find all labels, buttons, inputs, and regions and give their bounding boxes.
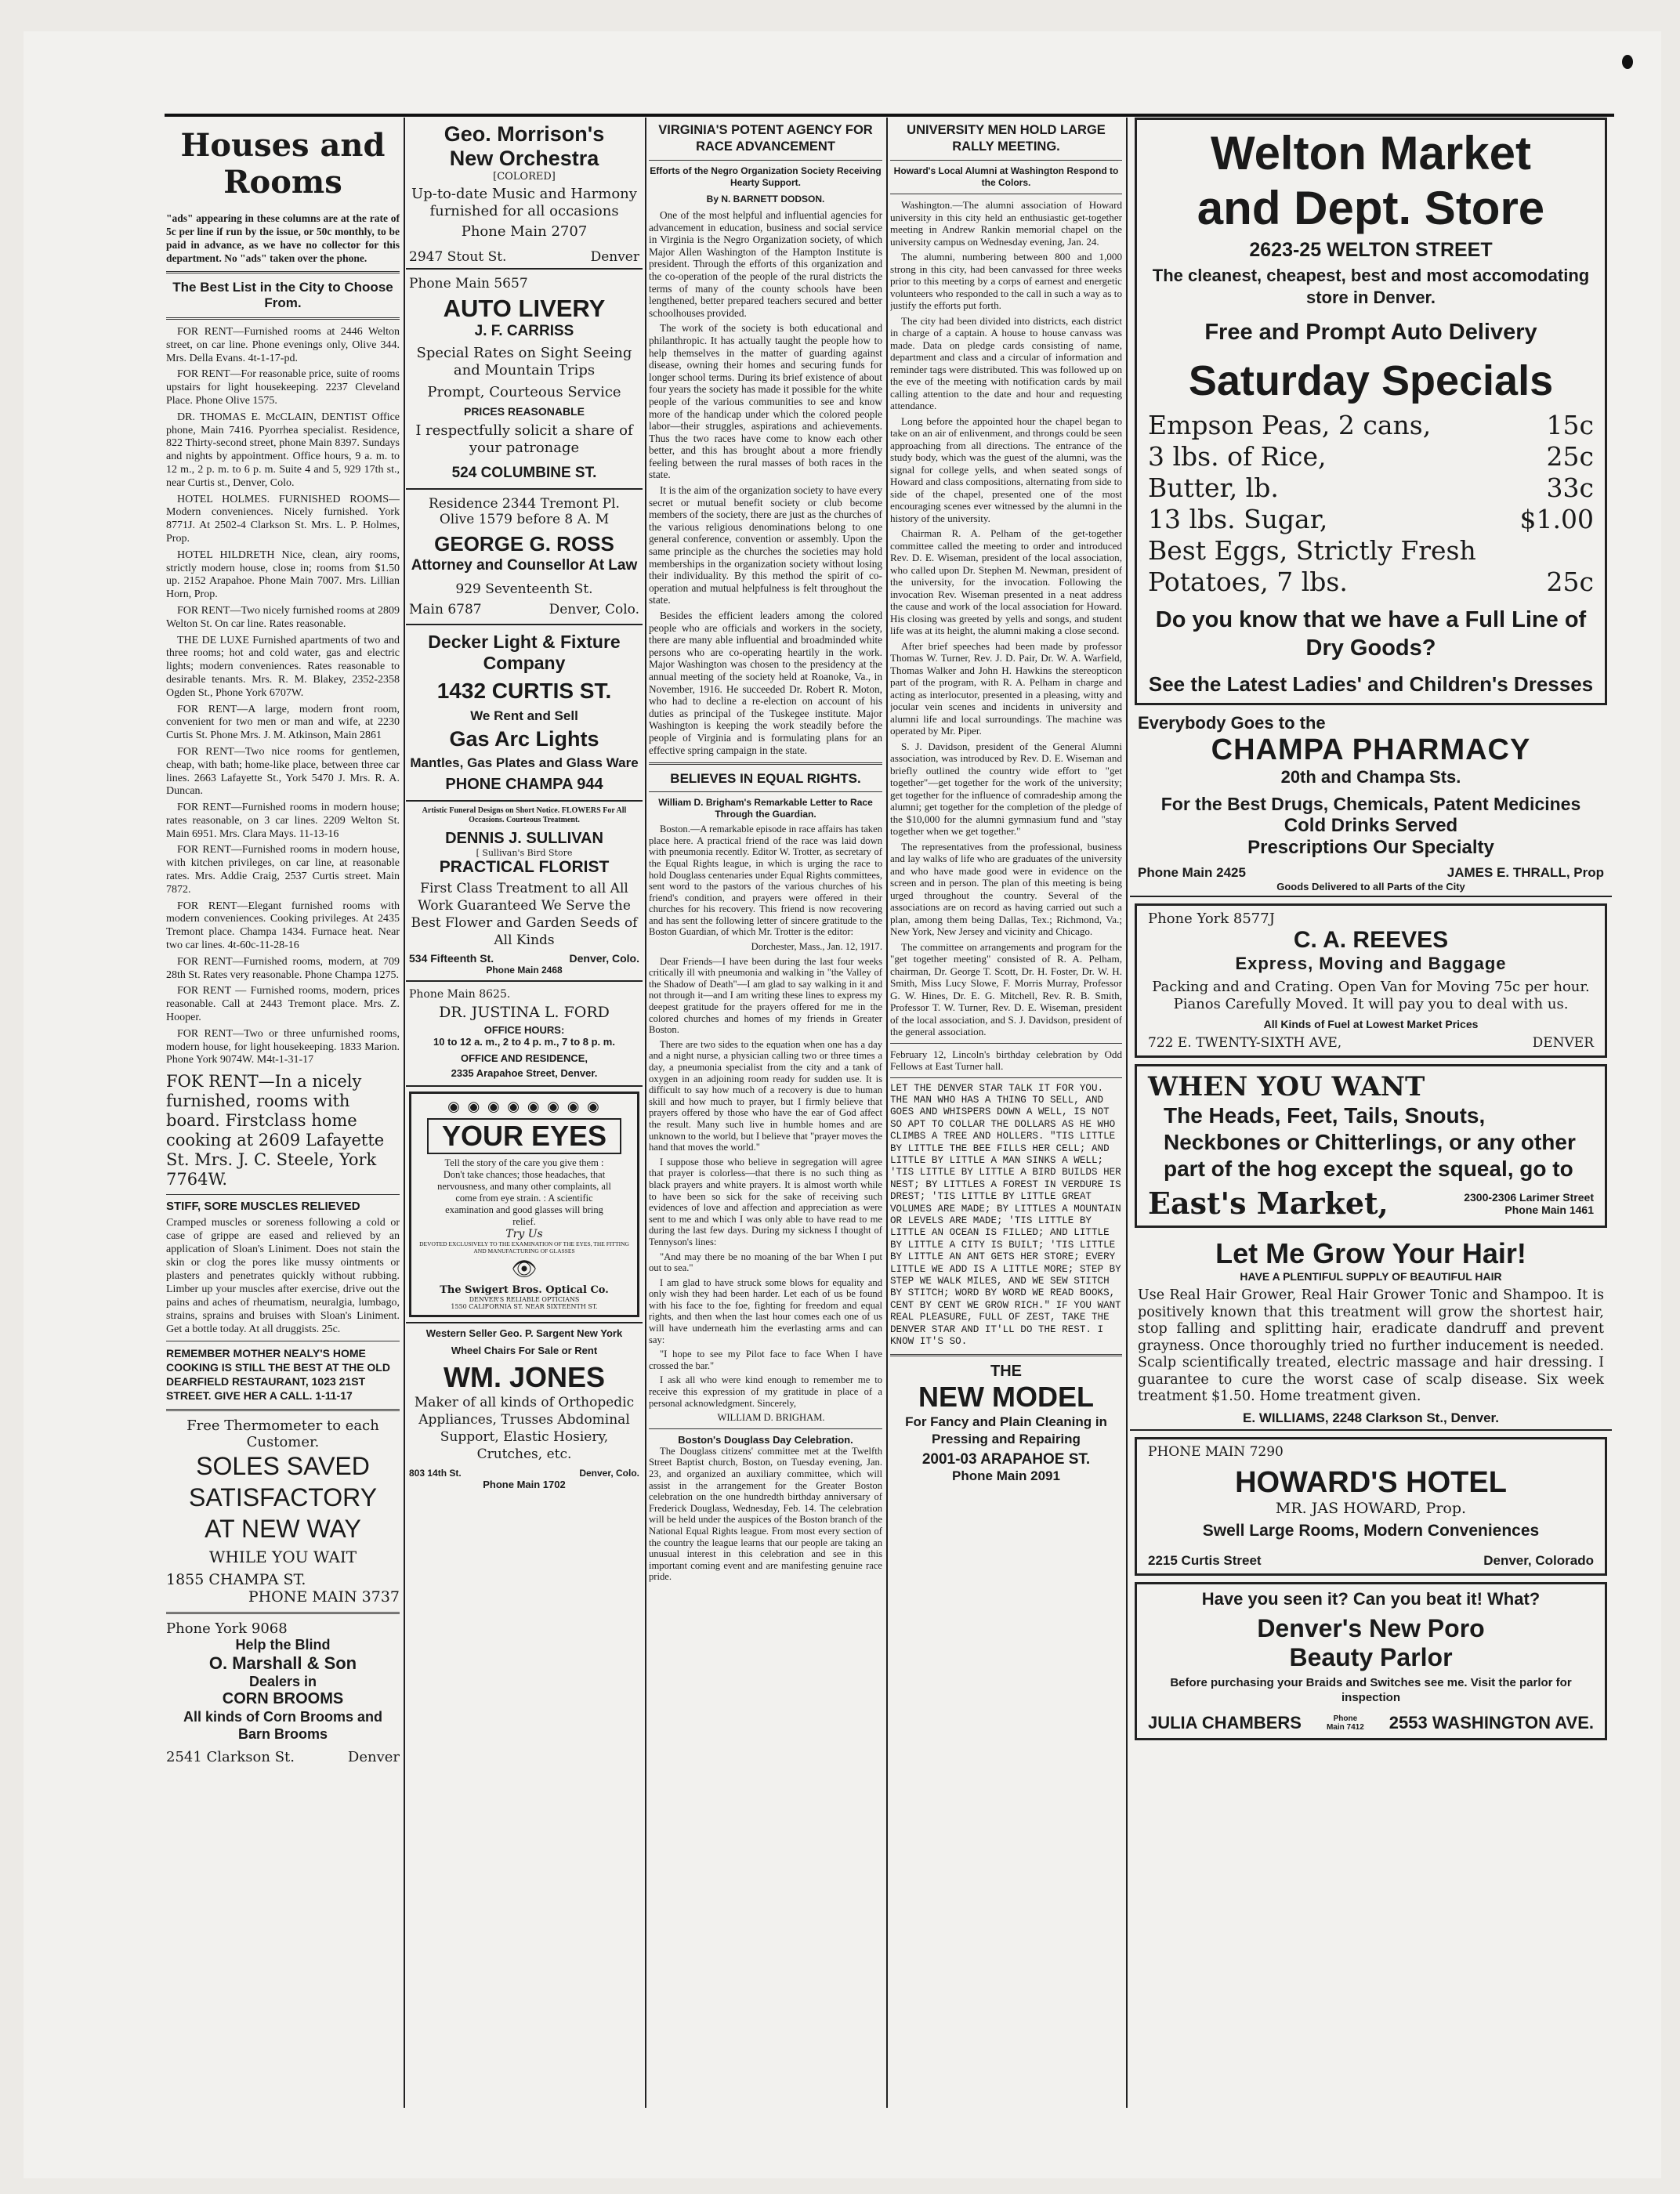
column-articles-1 [649,118,882,2108]
article-paragraph: The alumni, numbering between 800 and 1,000 strong in this city, had been canvassed for three weeks prior to this meeting by a corps of earnest and energetic volunteers who responded to the call in such a way as to justify the efforts put forth. [890,251,1122,311]
east-addr: 2300-2306 Larimer Street [1464,1190,1594,1204]
ford-addr: 2335 Arapahoe Street, Denver. [451,1067,598,1079]
special-item-name: 3 lbs. of Rice, [1148,441,1327,472]
column-ads-right [1130,118,1612,2108]
classified-item: FOR RENT—Furnished rooms, modern, at 709 28th St. Rates very reasonable. Phone Champa 1275. [166,955,400,981]
eyes-body: Tell the story of the care you give them : Don't take chances; those headaches, that nervousness, and many other complaints, all come from eye strain. : A scientific examination and good glasses will bring relief. [437,1157,611,1227]
column-articles-2 [890,118,1122,2108]
article-paragraph: After brief speeches had been made by professor Thomas W. Turner, Rev. J. D. Pair, Dr. W. A. Warfield, Thomas Walker and John H. Hawkins the stereopticon part of the program, with R. A. Pelham in charge and acting as interlocutor, presented in a pleasing, witty and jocular vein scenes and incidents in university and alumni life and local surroundings. The machine was operated by Mr. Piper. [890,639,1122,737]
article-paragraph: One of the most helpful and influential agencies for advancement in education, business and social service in Virginia is the Negro Organization society, of which Major Allen Washington of the Hampton Institute is president. Through the efforts of this organization and the co-operation of the people of the rural districts the terms of many of the county schools have been lengthened, better prepared teachers secured and better schoolhouses provided. [649,209,882,319]
marshall-addr: 2541 Clarkson St. [166,1749,295,1766]
howard-rooms: Swell Large Rooms, Modern Conveniences [1202,1521,1540,1540]
university-headline: UNIVERSITY MEN HOLD LARGE RALLY MEETING. [907,123,1106,154]
east-body: The Heads, Feet, Tails, Snouts, Neckbones or Chitterlings, or any other part of the hog except the squeal, go to [1164,1103,1576,1181]
houses-title: Houses and Rooms [180,127,386,201]
ross-name: GEORGE G. ROSS [434,532,614,556]
special-item-price: 33c [1546,472,1594,503]
jones-seller: Western Seller Geo. P. Sargent New York [425,1327,623,1339]
ross-phone: Main 6787 [409,602,482,617]
morrison-line1: Up-to-date Music and Harmony furnished for all occasions [411,186,637,219]
article-paragraph: Dear Friends—I have been during the last four weeks critically ill with pneumonia and walking in "the Valley of the Shadow of Death"—I am glad to say walking in it and not through it—and I am writing these lines to express my deepest gratitude for the prayers offered for me in the colored churches and homes of my friends in Greater Boston. [649,955,882,1036]
classified-item: FOR RENT—For reasonable price, suite of rooms upstairs for light housekeeping. 2237 Cleveland Place. Phone Olive 1575. [166,368,400,407]
special-item [1148,472,1594,504]
morrison-orch: New Orchestra [449,147,599,170]
livery-prices: PRICES REASONABLE [463,405,585,418]
reeves-body: Packing and and Crating. Open Van for Moving 75c per hour. Pianos Carefully Moved. It will pay you to deal with us. [1152,979,1590,1012]
jones-name: WM. JONES [443,1361,605,1393]
article-paragraph: There are two sides to the equation when one has a day and a night nurse, a physician calling two or three times a day, a pneumonia specialist from the city and a tank of oxygen in an adjoining room ready for sudden use. It is difficult to say how much of a recovery is due to human skill and how much to prayer, but I firmly believe that prayers offered by those who have the ear of God affect the result. Many such live in humble homes and are unknown to the world, but I believe that "prayer moves the hand that moves the world." [649,1038,882,1153]
marshall-phone: Phone York 9068 [166,1620,288,1638]
decker-phone: PHONE CHAMPA 944 [445,776,603,793]
champa-phone: Phone Main 2425 [1138,865,1246,880]
marshall-help: Help the Blind [235,1637,331,1653]
equal-rights-body [649,824,882,1424]
jones-phone: Phone Main 1702 [483,1479,566,1490]
virginia-body [649,209,882,756]
marshall-dealers: Dealers in [248,1674,317,1690]
ross-title: Attorney and Counsellor At Law [411,557,638,574]
top-rule [165,114,1614,117]
divider [166,271,400,273]
eyes-border-top: ◉ ◉ ◉ ◉ ◉ ◉ ◉ ◉ [447,1099,601,1115]
poro-title2: Beauty Parlor [1289,1642,1453,1671]
virginia-headline: VIRGINIA'S POTENT AGENCY FOR RACE ADVANCEMENT [658,123,873,154]
divider [890,1077,1122,1078]
classified-item: FOR RENT—Elegant furnished rooms with modern conveniences. Cooking privileges. At 2435 Tremont place. Champa 1434. Furnace heat. Near two car lines. 4t-60c-11-28-16 [166,900,400,952]
east-phone: Phone Main 1461 [1504,1203,1594,1216]
column-ads-left [406,118,643,2100]
stiff-body: Cramped muscles or soreness following a cold or case of grippe are eased and relieved by an application of Sloan's Liniment. Does not stain the skin or clog the pores like mussy ointments or plasters and penetrates quickly without rubbing. Limber up your muscles after exercise, drive out the pains and aches of rheumatism, neuralgia, lumbago, strains, sprains and bruises with Sloan's Liniment. Get a bottle today. At all druggists. 25c. [166,1217,400,1336]
newmodel-the: THE [990,1363,1022,1381]
morrison-ad [406,118,643,270]
hair-sub: HAVE A PLENTIFUL SUPPLY OF BEAUTIFUL HAIR [1240,1270,1502,1283]
special-item [1148,504,1594,535]
ford-phone: Phone Main 8625. [409,988,511,1001]
decker-gas: Gas Arc Lights [449,727,599,751]
morrison-name: Geo. Morrison's [444,122,605,146]
ford-ad [406,982,643,1087]
ford-hours: 10 to 12 a. m., 2 to 4 p. m., 7 to 8 p. m. [433,1036,615,1048]
welton-items [1148,410,1594,598]
soles-line1: Free Thermometer to each Customer. [186,1417,379,1451]
eyes-name: The Swigert Bros. Optical Co. [440,1284,609,1296]
morrison-colored: [COLORED] [493,171,556,183]
divider [649,160,882,161]
nealy-ad: REMEMBER MOTHER NEALY'S HOME COOKING IS STILL THE BEST AT THE OLD DEARFIELD RESTAURANT, 1023 21ST STREET. GIVE HER A CALL. 1-11-17 [166,1347,390,1403]
welton-dry: Do you know that we have a Full Line of Dry Goods? [1155,607,1587,661]
ford-office: OFFICE HOURS: [483,1024,565,1036]
divider [890,1354,1122,1356]
article-paragraph: WILLIAM D. BRIGHAM. [717,1412,825,1424]
article-paragraph: Dorchester, Mass., Jan. 12, 1917. [751,941,882,953]
welton-title1: Welton Market [1211,127,1531,179]
champa-best: For the Best Drugs, Chemicals, Patent Medicines [1160,794,1581,814]
special-item-name: Empson Peas, 2 cans, [1148,410,1432,440]
poro-ad [1135,1582,1607,1740]
special-item-price: 25c [1546,441,1594,472]
champa-rx: Prescriptions Our Specialty [1247,837,1494,858]
ford-res: OFFICE AND RESIDENCE, [460,1052,588,1064]
ross-olive: Olive 1579 before 8 A. M [439,512,610,527]
livery-title: AUTO LIVERY [443,295,606,322]
marshall-name: O. Marshall & Son [208,1653,357,1674]
star-poem: LET THE DENVER STAR TALK IT FOR YOU. THE MAN WHO HAS A THING TO SELL, AND GOES AND WHISPERS DOWN A WELL, IS NOT SO APT TO COLLAR THE DOLLARS AS HE WHO CLIMBS A TREE AND HOLLERS. "TIS LITTLE BY LITTLE THE BEE FILLS HER CELL; AND LITTLE BY LITTLE A MAN SINKS A WELL; 'TIS LITTLE BY LITTLE A BIRD BUILDS HER NEST; BY LITTLES A FOREST IN VERDURE IS DREST; 'TIS LITTLE BY LITTLE GREAT VOLUMES ARE MADE; BY LITTLES A MOUNTAIN OR LEVELS ARE MADE; 'TIS LITTLE BY LITTLE AN OCEAN IS FILLED; AND LITTLE BY LITTLE A CITY IS BUILT; 'TIS LITTLE BY LITTLE AN ANT GETS HER STORE; EVERY LITTLE WE ADD IS A LITTLE MORE; STEP BY STEP WE WALK MILES, AND WE SEW STITCH BY STITCH; WORD BY WORD WE READ BOOKS, CENT BY CENT WE GROW RICH." IF YOU WANT REAL PLEASURE, FULL OF ZEST, TAKE THE DENVER STAR AND IT'LL DO THE REST. I KNOW IT'S SO. [890,1082,1121,1348]
eyes-try: Try Us [505,1228,543,1240]
divider [166,1409,400,1411]
divider [890,160,1122,161]
equal-rights-headline: BELIEVES IN EQUAL RIGHTS. [670,771,861,787]
column-houses [166,118,400,2100]
classified-item: FOR RENT—Two nicely furnished rooms at 2809 Welton St. On car line. Rates reasonable. [166,604,400,630]
newmodel-addr: 2001-03 ARAPAHOE ST. [921,1451,1091,1468]
livery-ad [406,270,643,490]
special-item-name: Butter, lb. [1148,472,1279,503]
fok-rent: FOK RENT—In a nicely furnished, rooms with board. Firstclass home cooking at 2609 Lafayette St. Mrs. J. C. Steele, York 7764W. [166,1072,385,1189]
welton-ad [1135,118,1607,705]
poro-addr: 2553 WASHINGTON AVE. [1389,1712,1594,1732]
morrison-addr: 2947 Stout St. [409,249,507,265]
hair-body: Use Real Hair Grower, Real Hair Grower Tonic and Shampoo. It is positively known that this treatment will grow the shortest hair, stop falling and splitting hair, eradicate dandruff and prevent grayness. Once thoroughly tried no further inducement is needed. Scalp scientifically treated, electric massage and hair dressing. I guarantee to cure the worst case of scalp disease. Six week treatment $1.50. Home treatment given. [1138,1287,1604,1404]
divider [649,791,882,792]
champa-goods: Goods Delivered to all Parts of the City [1276,881,1465,892]
classified-item: DR. THOMAS E. McCLAIN, DENTIST Office phone, Main 7416. Pyorrhea specialist. Residence, 822 Thirty-second street, phone Main 8397. Sundays and nights by appointment. Office hours, 9 a. m. to 12 m., 2 p. m. to 6 p. m. Suite 4 and 5, 929 17th st., near Curtis st., Denver, Colo. [166,411,400,489]
article-paragraph: Boston.—A remarkable episode in race affairs has taken place here. A practical friend of the race was laid down with pneumonia recently. Editor W. Trotter, as secretary of the Equal Rights league, in which is urging the race to hold Douglass centenaries under Equal Rights committees, sent word to the pastors of the various churches of his friend's condition, and prayers were offered in their churches for his recovery. This friend is now recovering and has sent the following letter of sincere gratitude to the Boston Guardian, of which Mr. Trotter is the editor: [649,824,882,938]
article-paragraph: "And may there be no moaning of the bar When I put out to sea." [649,1251,882,1274]
divider [649,1428,882,1429]
sullivan-top: Artistic Funeral Designs on Short Notice. FLOWERS For All Occasions. Courteous Treatment. [422,806,627,824]
howard-prop: MR. JAS HOWARD, Prop. [1275,1499,1467,1517]
special-item-price: $1.00 [1519,504,1594,534]
classified-item: FOR RENT—Furnished rooms in modern house, with kitchen privileges, on car line, at reasonable rates. Mrs. Addie Craig, 2537 Curtis street. Main 7872. [166,844,400,896]
classified-item: FOR RENT—Two or three unfurnished rooms, modern house, for light housekeeping. 1833 Marion. Phone York 9074W. M4t-1-31-17 [166,1027,400,1066]
article-paragraph: Long before the appointed hour the chapel began to take on an air of enlivenment, and throngs could be seen approaching from all directions. The entrance of the study body, which was the guest of the alumni, was the signal for college yells, and when seated songs of Howard and class compositions, alternating from side to side of the chapel, presented one of the most encouraging scenes ever witnessed by the alumni in the history of the university. [890,415,1122,524]
article-paragraph: The city had been divided into districts, each district in charge of a captain. A house to house canvass was made. Data on pledge cards consisting of name, department and class and a circular of information and reminder tags were distributed. This was followed up on the eve of the meeting with notification cards by mail calling attention to the date and hour and requesting attendance. [890,314,1122,411]
welton-title2: and Dept. Store [1197,182,1545,234]
east-ad [1135,1064,1607,1228]
howard-ad [1135,1437,1607,1576]
jones-body: Maker of all kinds of Orthopedic Appliances, Trusses Abdominal Support, Elastic Hosiery, Crutches, etc. [414,1395,635,1462]
poro-body: Before purchasing your Braids and Switches see me. Visit the parlor for inspection [1170,1675,1572,1704]
howard-addr: 2215 Curtis Street [1148,1552,1262,1568]
article-paragraph: I suppose those who believe in segregation will agree that prayer is colorless—that there is no such thing as black prayers and white prayers. It is almost worth while to have been so sick for the sake of receiving such evidences of love and affection and appreciation as were sent to me and which I was only able to have read to me during the last few days. During my sickness I thought of Tennyson's lines: [649,1156,882,1247]
east-when: WHEN YOU WANT [1148,1071,1425,1102]
reeves-ad [1135,903,1607,1058]
reeves-title: Express, Moving and Baggage [1235,954,1507,973]
champa-name: CHAMPA PHARMACY [1211,733,1531,766]
eyes-logo: 👁 [511,1258,538,1281]
divider [890,1043,1122,1044]
sullivan-ad [406,802,643,982]
newmodel-ad [890,1363,1122,1484]
champa-sts: 20th and Champa Sts. [1280,767,1461,787]
virginia-byline: By N. BARNETT DODSON. [706,194,825,205]
howard-city: Denver, Colorado [1483,1552,1594,1568]
special-item-price: 25c [1546,567,1594,597]
column-rule [645,118,646,2108]
article-paragraph: I am glad to have struck some blows for equality and only wish they had been harder. Let each of us be found with his face to the foe, fighting for freedom and equal rights, and then when the last hour comes each one of us will have underneath him the everlasting arms and can say: [649,1276,882,1345]
special-item [1148,535,1594,567]
soles-line5: WHILE YOU WAIT [208,1548,357,1567]
jones-chairs: Wheel Chairs For Sale or Rent [451,1345,598,1356]
houses-intro: "ads" appearing in these columns are at the rate of 5c per line if run by the issue, or 50c monthly, to be paid in advance, as we have no collector for this department. No "ads" taken over the phone. [166,212,400,264]
jones-ad [406,1322,643,1493]
divider [166,1194,400,1195]
welton-tag: The cleanest, cheapest, best and most accomodating store in Denver. [1152,266,1590,307]
classified-item: FOR RENT—Furnished rooms at 2446 Welton street, on car line. Phone evenings only, Olive 344. Mrs. Della Evans. 4t-1-17-pd. [166,326,400,364]
jones-city: Denver, Colo. [579,1468,639,1479]
article-paragraph: Chairman R. A. Pelham of the get-together committee called the meeting to order and introduced Rev. D. E. Wiseman, president of the local association, who called upon Dr. Stephen M. Newman, president of the university, for the invocation. Following the invocation Rev. Wiseman presented in a neat address the cause and work of the local association for Howard. His closing was greeted by yells and songs, and student life was at its height, the alumni making a close second. [890,527,1122,636]
sullivan-city: Denver, Colo. [569,952,639,965]
douglass-body [649,1446,882,1583]
article-paragraph: Washington.—The alumni association of Howard university in this city held an enthusiastic get-together meeting in Andrew Rankin memorial chapel on the university campus on Wednesday evening, Jan. 24. [890,199,1122,248]
morrison-city: Denver [590,249,639,265]
welton-specials: Saturday Specials [1188,357,1554,404]
column-rule [1126,118,1128,2108]
reeves-addr: 722 E. TWENTY-SIXTH AVE, [1148,1035,1342,1051]
special-item-name: 13 lbs. Sugar, [1148,504,1328,534]
eyes-title: YOUR EYES [427,1118,621,1154]
special-item [1148,410,1594,441]
east-name: East's Market, [1148,1186,1389,1221]
howard-name: HOWARD'S HOTEL [1235,1465,1507,1499]
divider [166,317,400,320]
morrison-phone: Phone Main 2707 [461,223,588,240]
university-body [890,199,1122,1038]
reeves-phone: Phone York 8577J [1148,911,1275,927]
virginia-deck: Efforts of the Negro Organization Society Receiving Hearty Support. [650,165,882,188]
decker-name: Decker Light & Fixture Company [428,632,621,673]
soles-line3: SATISFACTORY [188,1483,378,1512]
lincoln-note: February 12, Lincoln's birthday celebration by Odd Fellows at East Turner hall. [890,1048,1122,1072]
special-item [1148,567,1594,598]
eyes-sub: DENVER'S RELIABLE OPTICIANS [469,1296,580,1303]
champa-cold: Cold Drinks Served [1284,815,1458,836]
university-deck: Howard's Local Alumni at Washington Respond to the Colors. [893,165,1119,188]
decker-ad [406,625,643,802]
decker-addr: 1432 CURTIS ST. [436,679,612,703]
article-paragraph: The work of the society is both educational and philanthropic. It has actually taught the people how to help themselves in the matter of guarding against disease, owning their homes and securing funds for longer school terms. During its brief existence of about four years the society has made it possible for the white people of the various communities to see and know more of the handicap under which the colored people labor—their struggles, aspirations and achievements. Thus the two races have come to know each other better, and this has brought about a more friendly feeling between the rural masses of both races in the state. [649,322,882,481]
article-paragraph: The Douglass citizens' committee met at the Twelfth Street Baptist church, Boston, on Tuesday evening, Jan. 23, and organized an auxiliary committee, which will assist in the arrangement for the Greater Boston celebration on the one hundredth birthday anniversary of Frederick Douglass, Wednesday, Feb. 14. The celebration will be held under the auspices of the Boston branch of the National Equal Rights league. From most every section of the country the league learns that our people are taking an unusual interest in this celebration and see in this important coming event and are manifesting genuine race pride. [649,1445,882,1583]
classified-item: THE DE LUXE Furnished apartments of two and three rooms; hot and cold water, gas and electric lights; modern conveniences. Rates reasonable to desirable tenants. Mrs. R. M. Blakey, 2352-2358 Ogden St., Phone York 6707W. [166,634,400,699]
eyes-devoted: DEVOTED EXCLUSIVELY TO THE EXAMINATION OF THE EYES, THE FITTING AND MANUFACTURING OF GLASSES [419,1240,629,1254]
article-paragraph: The representatives from the professional, business and lay walks of life who are graduates of the university and who have made good were in evidence on the screen and in person. The plan of this meeting is being urged throughout the country. Several of the associations are on record as having carried out such a plan, among them being Dallas, Tex.; Richmond, Va.; New York, New Jersey and vicinity and Chicago. [890,840,1122,937]
classified-item: FOR RENT—Furnished rooms in modern house; rates reasonable, on 3 car lines. 2209 Welton St. Main 6951. Mrs. Clara Mays. 11-13-16 [166,802,400,840]
sullivan-addr: 534 Fifteenth St. [409,952,494,965]
livery-addr: 524 COLUMBINE ST. [451,465,597,481]
marshall-corn: CORN BROOMS [222,1690,344,1708]
sullivan-name: DENNIS J. SULLIVAN [445,830,603,847]
livery-owner: J. F. CARRISS [474,323,574,339]
sullivan-title: PRACTICAL FLORIST [439,858,610,876]
poro-name: JULIA CHAMBERS [1148,1712,1302,1732]
livery-rates: Special Rates on Sight Seeing and Mountain Trips [416,345,632,378]
poro-seen: Have you seen it? Can you beat it! What? [1201,1588,1541,1609]
marshall-kinds: All kinds of Corn Brooms and Barn Brooms [183,1709,382,1743]
best-list-heading: The Best List in the City to Choose From. [172,280,393,310]
ross-ad [406,490,643,625]
howard-phone: PHONE MAIN 7290 [1148,1443,1284,1460]
soles-line6: 1855 CHAMPA ST. [166,1571,306,1589]
sullivan-body: First Class Treatment to all All Work Guaranteed We Serve the Best Flower and Garden Seeds of All Kinds [411,881,638,948]
poro-title1: Denver's New Poro [1257,1613,1485,1642]
decker-rent: We Rent and Sell [470,708,578,723]
special-item-name: Potatoes, 7 lbs. [1148,567,1348,597]
douglass-headline: Boston's Douglass Day Celebration. [678,1433,853,1446]
column-rule [404,118,405,2108]
classified-item: HOTEL HILDRETH Nice, clean, airy rooms, strictly modern house, close in; rooms from $1.50 up. 2152 Arapahoe. Phone Main 7007. Mrs. Lillian Horn, Prop. [166,548,400,601]
divider [649,762,882,765]
hair-ad [1130,1234,1612,1431]
stiff-title: STIFF, SORE MUSCLES RELIEVED [166,1200,360,1214]
article-paragraph: I ask all who were kind enough to remember me to receive this expression of my gratitude in place of a personal acknowledgment. Sincerely, [649,1374,882,1409]
ross-res: Residence 2344 Tremont Pl. [429,496,620,512]
reeves-fuel: All Kinds of Fuel at Lowest Market Prices [1263,1018,1479,1030]
champa-ad [1130,710,1612,897]
newmodel-title: NEW MODEL [918,1381,1094,1414]
article-paragraph: "I hope to see my Pilot face to face When I have crossed the bar." [649,1349,882,1371]
reeves-city: DENVER [1532,1035,1594,1051]
special-item [1148,441,1594,472]
soles-ad [166,1417,400,1606]
ford-name: DR. JUSTINA L. FORD [439,1004,610,1021]
article-paragraph: The committee on arrangements and program for the "get together meeting" consisted of R. A. Pelham, chairman, Dr. George T. Scott, Dr. H. Foster, Dr. W. H. Smith, Miss Lucy Slowe, F. Morris Murray, Professor G. W. Hines, Dr. E. G. Mitchell, Rev. R. B. Smith, Professor T. W. Turner, Rev. D. E. Wiseman, president of the local association, and S. J. Davidson, president of the general association. [890,940,1122,1037]
classified-item: HOTEL HOLMES. FURNISHED ROOMS—Modern conveniences. Nicely furnished. York 8771J. At 2502-4 Clarkson St. Mrs. L. P. Holmes, Prop. [166,493,400,545]
ross-city: Denver, Colo. [549,602,639,617]
classified-list [166,326,400,1067]
soles-line4: AT NEW WAY [205,1515,361,1544]
eyes-ad [409,1092,639,1317]
livery-prompt: Prompt, Courteous Service [427,384,621,400]
equal-rights-deck: William D. Brigham's Remarkable Letter to Race Through the Guardian. [658,797,873,820]
welton-latest: See the Latest Ladies' and Children's Dresses [1148,672,1594,696]
column-rule [886,118,888,2108]
special-item-name: Best Eggs, Strictly Fresh [1148,535,1476,566]
marshall-ad [166,1620,400,1765]
welton-addr: 2623-25 WELTON STREET [1249,239,1493,261]
eyes-addr: 1550 CALIFORNIA ST. NEAR SIXTEENTH ST. [451,1303,598,1310]
soles-line2: SOLES SAVED [196,1452,370,1481]
classified-item: FOR RENT — Furnished rooms, modern, prices reasonable. Call at 2443 Tremont place. Mrs. Z. Hooper. [166,985,400,1024]
special-item-price: 15c [1546,410,1594,440]
reeves-name: C. A. REEVES [1293,927,1449,953]
hair-sig: E. WILLIAMS, 2248 Clarkson St., Denver. [1243,1410,1499,1425]
poro-phone: Phone Main 7412 [1326,1714,1364,1732]
decker-mantles: Mantles, Gas Plates and Glass Ware [410,755,639,770]
newmodel-phone: Phone Main 2091 [952,1468,1060,1484]
hair-title: Let Me Grow Your Hair! [1215,1237,1526,1269]
divider [166,1612,400,1614]
marshall-city: Denver [347,1749,400,1766]
livery-solicit: I respectfully solicit a share of your patronage [415,422,633,456]
article-paragraph: S. J. Davidson, president of the General Alumni association, was introduced by Rev. D. E. Wiseman and briefly outlined the country wide effort to "get together"—get together for the work of the university; get together for the influence of comradeship among the alumni; get together for the completion of the pledge of the $10,000 for the alumni gymnasium fund and "stay together when we get together." [890,740,1122,837]
article-paragraph: Besides the efficient leaders among the colored people who are officials and workers in the society, there are many able influential and broadminded white persons who are co-operating heartily in the work. Major Washington was chosen to the presidency at the annual meeting of the society held at Roanoke, Va., in November, 1916. He succeeded Dr. Robert R. Moton, who had to decline a re-election on account of his duties as principal of the Tuskegee institute. Major Washington is keeping the work steadily before the people of Virginia and is formulating plans for an effective spring campaign in the state. [649,610,882,756]
article-paragraph: It is the aim of the organization society to have every secret or mutual benefit society or club become members of the society, there are just as the churches of the various religious denominations belong to one general conference, convention or assembly. Upon the same principle as the churches the societies may hold memberships in the organization society without losing their individuality. By this method the spirit of co-operation and mutual helpfulness is felt throughout the state. [649,484,882,606]
sullivan-store: [ Sullivan's Bird Store [476,848,573,858]
sullivan-phone: Phone Main 2468 [486,965,563,976]
welton-free: Free and Prompt Auto Delivery [1204,320,1537,345]
classified-item: FOR RENT—A large, modern front room, convenient for two men or man and wife, at 2230 Curtis St. Phone Mrs. J. M. Atkinson, Main 2861 [166,703,400,742]
livery-phone: Phone Main 5657 [409,276,528,291]
champa-everybody: Everybody Goes to the [1138,713,1326,733]
classified-item: FOR RENT—Two nice rooms for gentlemen, cheap, with bath; home-like place, between three car lines. 2663 Lafayette St., York 5470 J. Mrs. R. A. Duncan. [166,745,400,798]
champa-prop: JAMES E. THRALL, Prop [1446,865,1604,880]
soles-line7: PHONE MAIN 3737 [248,1588,400,1606]
jones-addr: 803 14th St. [409,1468,462,1479]
ross-addr: 929 Seventeenth St. [455,581,593,597]
newmodel-body: For Fancy and Plain Cleaning in Pressing and Repairing [905,1414,1107,1447]
ink-dot [1622,55,1633,69]
